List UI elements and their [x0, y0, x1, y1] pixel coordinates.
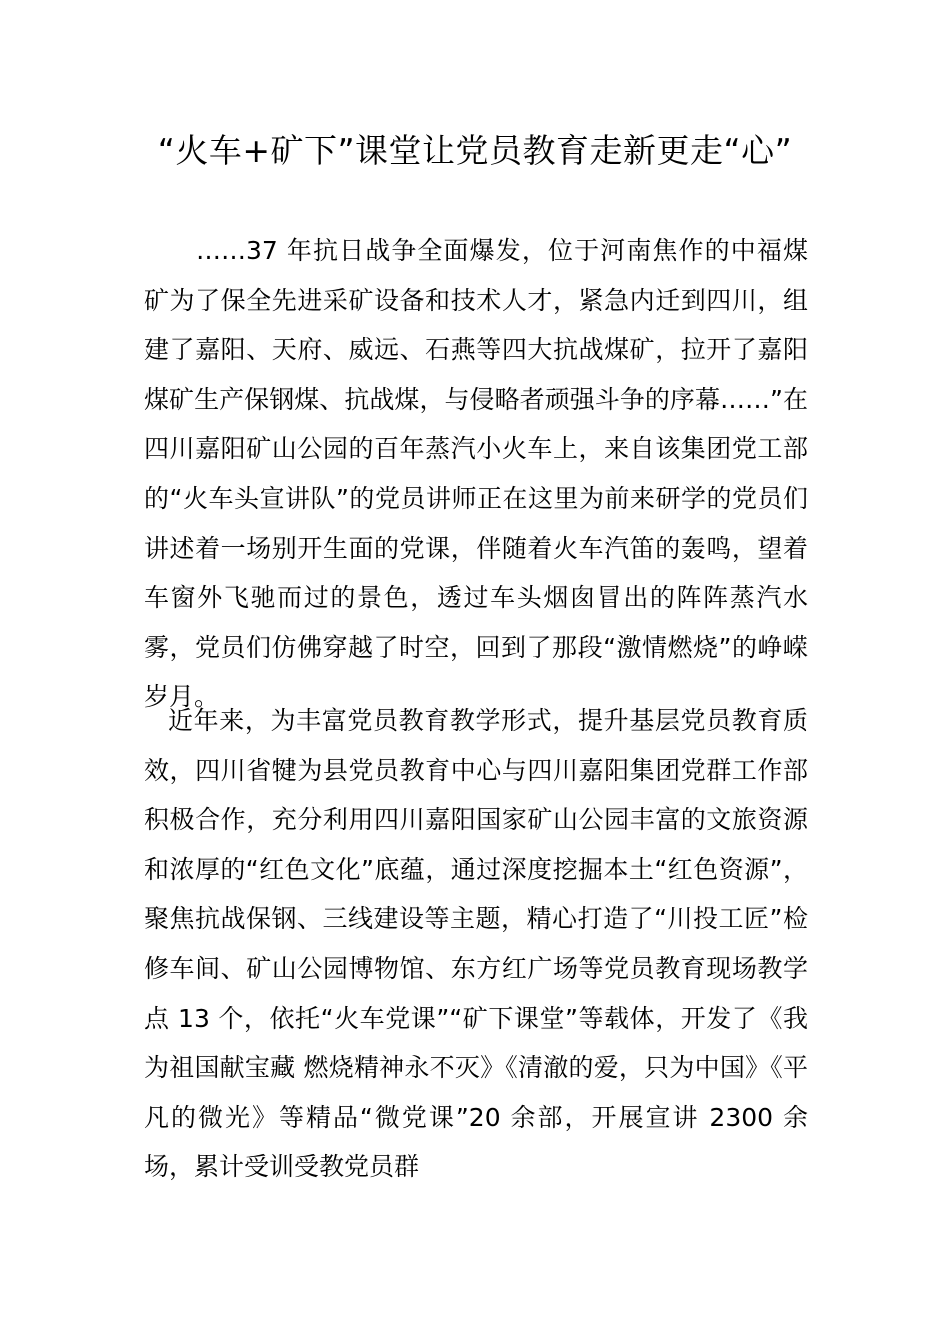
document-title: “火车+矿下”课堂让党员教育走新更走“心” [157, 131, 793, 170]
paragraph-1: ……37 年抗日战争全面爆发，位于河南焦作的中福煤矿为了保全先进采矿设备和技术人才，紧急内迁到四川，组建了嘉阳、天府、威远、石燕等四大抗战煤矿，拉开了嘉阳煤矿生产保钢煤、抗战煤，与侵略者顽强斗争的序幕……”在四川嘉阳矿山公园的百年蒸汽小火车上，来自该集团党工部的“火车头宣讲队”的党员讲师正在这里为前来研学的党员们讲述着一场别开生面的党课，伴随着火车汽笛的轰鸣，望着车窗外飞驰而过的景色，透过车头烟囱冒出的阵阵蒸汽水雾，党员们仿佛穿越了时空，回到了那段“激情燃烧”的峥嵘岁月。 [144, 236, 808, 712]
paragraph-2: 近年来，为丰富党员教育教学形式，提升基层党员教育质效，四川省犍为县党员教育中心与四川嘉阳集团党群工作部积极合作，充分利用四川嘉阳国家矿山公园丰富的文旅资源和浓厚的“红色文化”底蕴，通过深度挖掘本土“红色资源”，聚焦抗战保钢、三线建设等主题，精心打造了“川投工匠”检修车间、矿山公园博物馆、东方红广场等党员教育现场教学点 13 个，依托“火车党课”“矿下课堂”等载体，开发了《我为祖国献宝藏 燃烧精神永不灭》《清澈的爱，只为中国》《平凡的微光》等精品“微党课”20 余部，开展宣讲 2300 余场，累计受训受教党员群 [144, 706, 808, 1182]
